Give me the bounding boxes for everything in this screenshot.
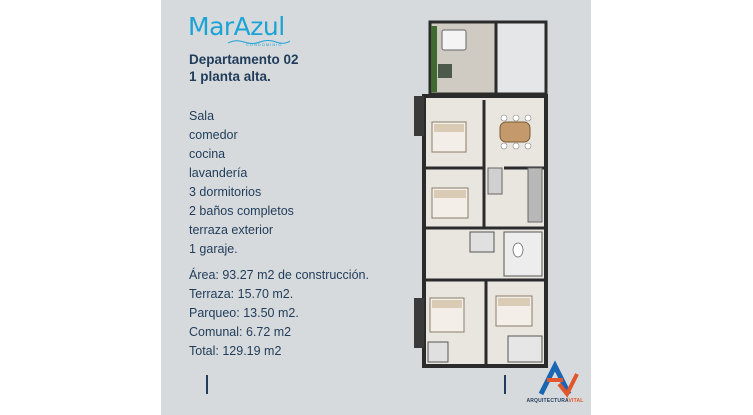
feature-item: 3 dormitorios [189, 185, 262, 199]
brand-name [523, 398, 587, 404]
av-logo-icon [523, 360, 587, 398]
area-item: Comunal: 6.72 m2 [189, 325, 292, 339]
feature-list [189, 107, 294, 259]
logo-tagline: CONDOMINIO [246, 42, 283, 47]
area-item: Área: 93.27 m2 de construcción. [189, 268, 369, 282]
area-item: Terraza: 15.70 m2. [189, 287, 294, 301]
arquitectura-vital-logo [523, 360, 587, 410]
area-item: Parqueo: 13.50 m2. [189, 306, 299, 320]
area-list [189, 266, 369, 361]
feature-item: lavandería [189, 166, 248, 180]
feature-item: 1 garaje. [189, 242, 238, 256]
unit-title-line2: 1 planta alta. [189, 69, 271, 84]
right-marker [504, 375, 506, 394]
feature-item: 2 baños completos [189, 204, 294, 218]
feature-item: comedor [189, 128, 238, 142]
unit-title [189, 51, 299, 85]
logo-name: MarAzul [188, 12, 285, 41]
floor-plan-illustration [408, 18, 554, 368]
brand-name-part2: VITAL [568, 398, 584, 404]
area-item: Total: 129.19 m2 [189, 344, 282, 358]
unit-title-line1: Departamento 02 [189, 52, 299, 67]
info-panel [161, 0, 591, 415]
feature-item: terraza exterior [189, 223, 274, 237]
brand-name-part1: ARQUITECTURA [526, 398, 569, 404]
maraazul-logo [188, 12, 308, 52]
feature-item: Sala [189, 109, 215, 123]
left-marker [206, 375, 208, 394]
feature-item: cocina [189, 147, 226, 161]
